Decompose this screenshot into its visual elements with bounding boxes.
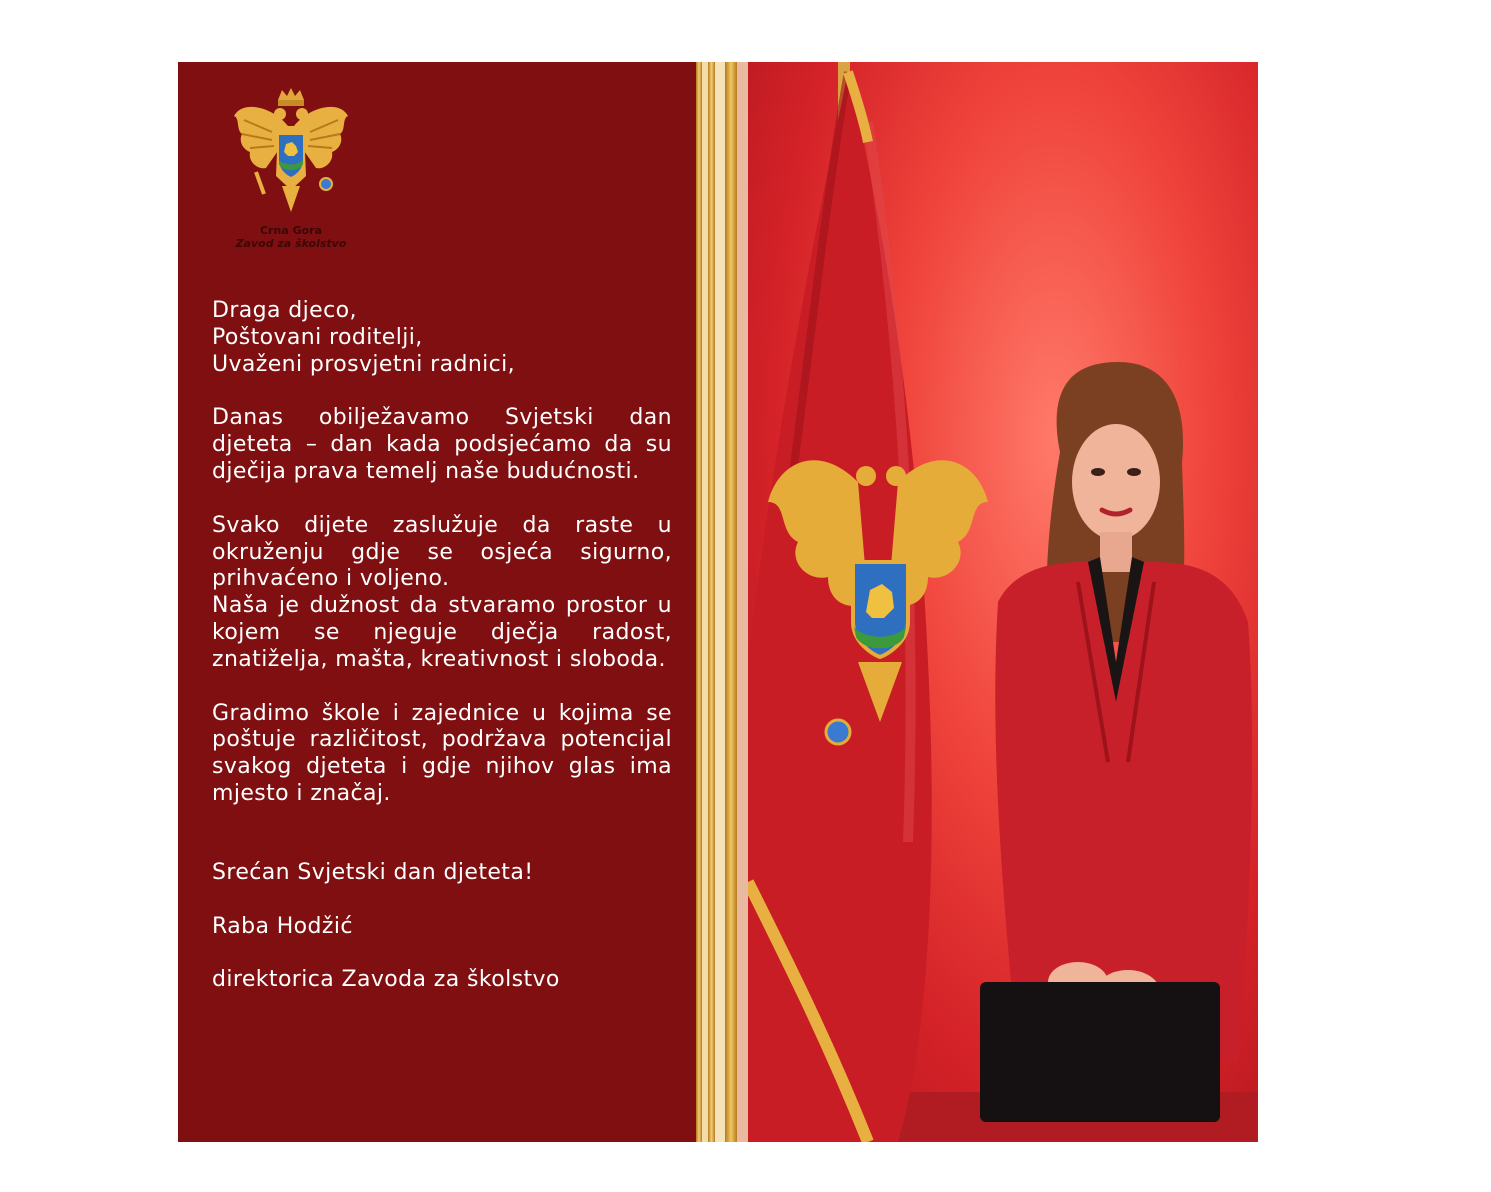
closing-wish: Srećan Svjetski dan djeteta! [212,859,534,885]
portrait-photo [748,62,1258,1142]
text-panel [178,62,698,1142]
paragraph-2b: Naša je dužnost da stvaramo prostor u kojem se njeguje dječja radost, znatiželja, mašta, kreativnost i sloboda. [212,593,672,672]
salutation-line-2: Poštovani roditelji, [212,324,423,350]
portrait-illustration [748,62,1258,1142]
paragraph-2a: Svako dijete zaslužuje da raste u okruženju gdje se osjeća sigurno, prihvaćeno i voljeno. [212,512,672,592]
gold-divider-stripes [686,62,748,1142]
logo-institution-text: Zavod za školstvo [235,237,347,250]
salutation-line-3: Uvaženi prosvjetni radnici, [212,351,516,377]
paragraph-3: Gradimo škole i zajednice u kojima se poštuje različitost, podržava potencijal svakog djeteta i gdje njihov glas ima mjesto i značaj. [212,700,672,806]
institution-logo [226,86,356,266]
greeting-card [178,62,1258,1142]
logo-country-text: Crna Gora [259,224,322,237]
coat-of-arms-icon [232,86,350,222]
signature-name: Raba Hodžić [212,913,353,939]
letter-text [212,298,672,994]
salutation [212,298,672,378]
signature-title: direktorica Zavoda za školstvo [212,967,560,993]
paragraph-1: Danas obilježavamo Svjetski dan djeteta – dan kada podsjećamo da su dječija prava temelj naše budućnosti. [212,405,672,484]
salutation-line-1: Draga djeco, [212,298,357,323]
